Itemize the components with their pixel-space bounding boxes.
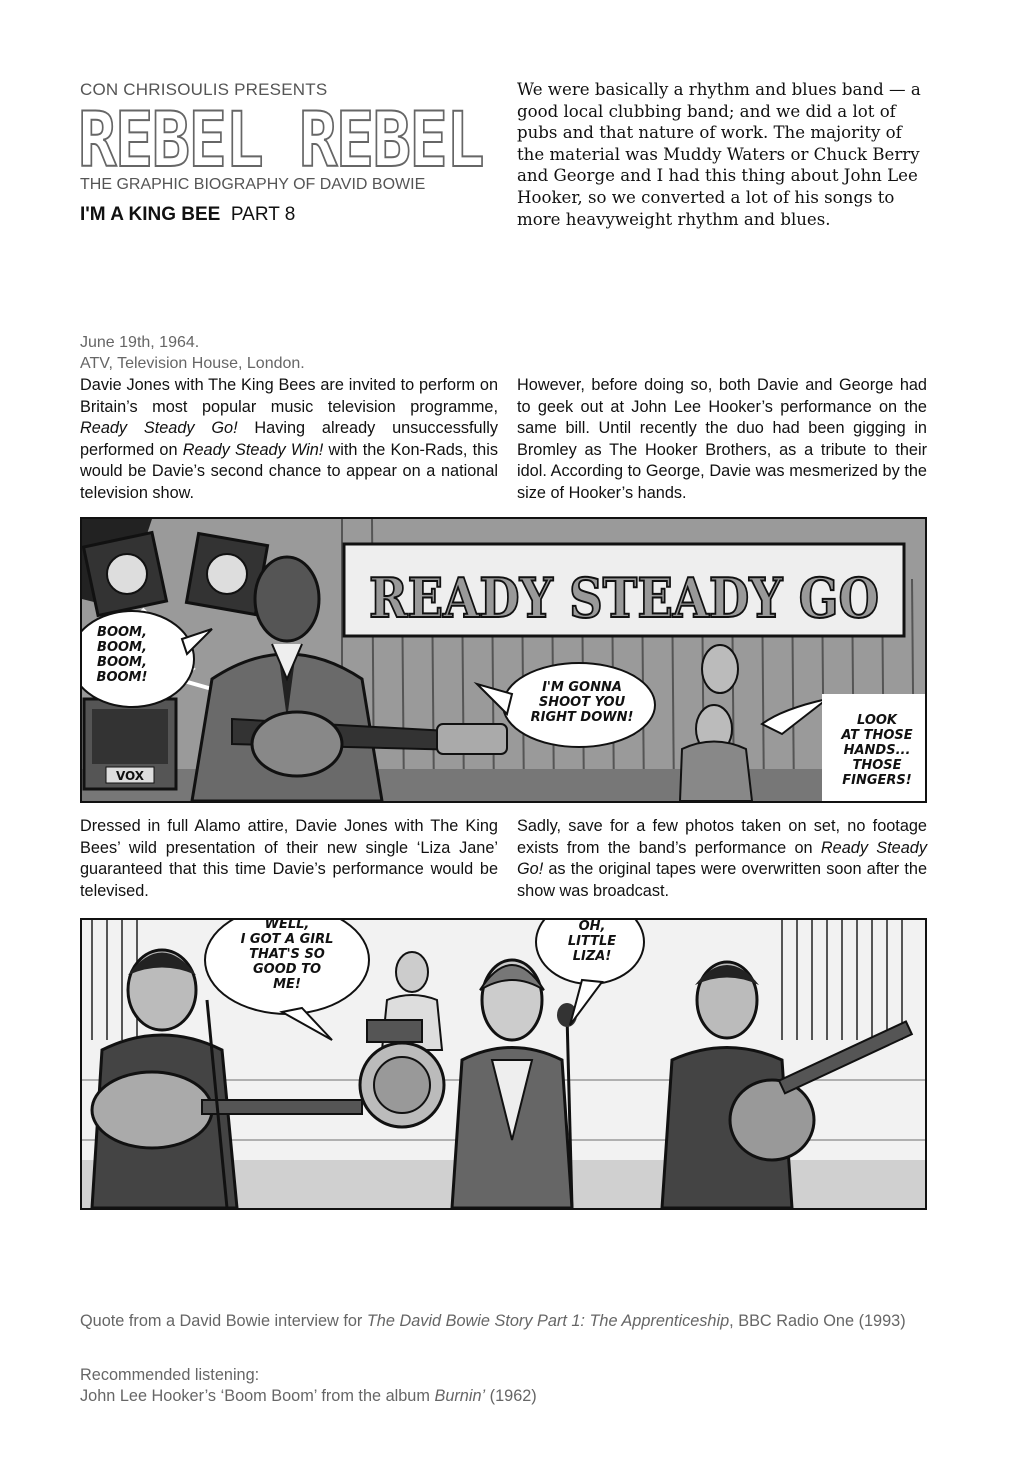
girl-line-5: ME! — [273, 977, 301, 992]
p1-show-title-2: Ready Steady Win! — [182, 440, 324, 459]
girl-line-3: THAT'S SO — [249, 947, 325, 962]
boom-line-3: BOOM, — [97, 655, 147, 670]
liza-line-1: OH, — [578, 920, 606, 934]
girl-line-1: WELL, — [264, 920, 310, 932]
banner-text: READY STEADY GO — [369, 566, 879, 630]
p4-text-b: as the original tapes were overwritten soon after the show was broadcast. — [517, 860, 927, 900]
hands-line-5: FINGERS! — [842, 773, 912, 788]
girl-line-2: I GOT A GIRL — [240, 932, 334, 947]
chapter-title: I'M A KING BEE — [80, 204, 221, 225]
panel-1-art — [82, 519, 925, 801]
svg-text:I'M GONNASHOOT YOURIGHT DOWN! — [531, 680, 634, 725]
p1-text-c: with the Kon-Rads, this would be Davie’s second chance to appear on a national television show. — [80, 440, 498, 502]
intro-block — [80, 332, 305, 374]
boom-line-2: BOOM, — [97, 640, 147, 655]
title-logo — [78, 104, 488, 176]
footer-listening-album: Burnin’ — [434, 1387, 486, 1405]
title-logo-text: REBEL REBEL — [78, 104, 483, 176]
intro-date: June 19th, 1964. — [80, 334, 200, 351]
p4-show-title: Ready Steady Go! — [517, 838, 927, 879]
footer-source-a: Quote from a David Bowie interview for — [80, 1312, 367, 1330]
hands-line-4: THOSE — [852, 758, 902, 773]
p1-text-b: Having already unsuccessfully performed on — [80, 419, 498, 459]
footer-listening — [80, 1386, 537, 1408]
footer-source-b: , BBC Radio One (1993) — [729, 1312, 906, 1330]
shoot-line-1: I'M GONNA — [542, 680, 622, 695]
bowie-quote: We were basically a rhythm and blues band — a good local clubbing band; and we did a lot of pubs and that nature of work. The majority of the material was Muddy Waters or Chuck Berry and George and I had this thing about John Lee Hooker, so we converted a lot of his songs to more heavyweight rhythm and blues. — [517, 80, 921, 229]
paragraph-1 — [80, 375, 498, 505]
p4-text-a: Sadly, save for a few photos taken on set, no footage exists from the band’s performance on — [517, 817, 927, 857]
vox-amplifier — [84, 699, 176, 789]
subtitle: THE GRAPHIC BIOGRAPHY OF DAVID BOWIE — [80, 176, 426, 193]
footer-listening-b: (1962) — [485, 1387, 537, 1405]
panel-2-art — [82, 920, 925, 1208]
footer-listening-label: Recommended listening: — [80, 1366, 260, 1384]
ready-steady-go-banner — [344, 544, 904, 636]
hands-line-3: HANDS... — [843, 743, 911, 758]
comic-panel-1 — [80, 517, 927, 803]
hands-line-2: AT THOSE — [841, 728, 913, 743]
liza-line-2: LITTLE — [567, 934, 617, 949]
chapter-heading — [80, 204, 295, 226]
chapter-part: PART 8 — [230, 204, 296, 225]
comic-panel-2 — [80, 918, 927, 1210]
girl-line-4: GOOD TO — [252, 962, 322, 977]
p1-show-title: Ready Steady Go! — [80, 419, 238, 438]
footer-source-title: The David Bowie Story Part 1: The Apprenticeship — [366, 1312, 730, 1330]
paragraph-3: Dressed in full Alamo attire, Davie Jones with The King Bees’ wild presentation of their new single ‘Liza Jane’ guaranteed that this time Davie’s performance would be televised. — [80, 817, 498, 900]
paragraph-4 — [517, 816, 927, 902]
svg-text:BOOM,BOOM,BOOM,BOOM! — [97, 625, 148, 685]
footer-listening-a: John Lee Hooker’s ‘Boom Boom’ from the album — [80, 1387, 435, 1405]
presents-line: CON CHRISOULIS PRESENTS — [80, 80, 328, 99]
boom-line-1: BOOM, — [97, 625, 147, 640]
boom-line-4: BOOM! — [96, 670, 148, 685]
footer-quote-source — [80, 1311, 940, 1333]
shoot-line-3: RIGHT DOWN! — [530, 710, 634, 725]
liza-line-3: LIZA! — [572, 949, 612, 964]
p1-text-a: Davie Jones with The King Bees are invited to perform on Britain’s most popular music television programme, — [80, 376, 498, 416]
paragraph-2: However, before doing so, both Davie and George had to geek out at John Lee Hooker’s performance on the same bill. Until recently the duo had been gigging in Bromley as The Hooker Brothers, as a tribute to their idol. According to George, Davie was mesmerized by the size of Hooker’s hands. — [517, 376, 927, 502]
hands-line-1: LOOK — [857, 713, 897, 728]
intro-location: ATV, Television House, London. — [80, 355, 305, 372]
amp-label: VOX — [115, 769, 145, 783]
shoot-line-2: SHOOT YOU — [538, 695, 626, 710]
